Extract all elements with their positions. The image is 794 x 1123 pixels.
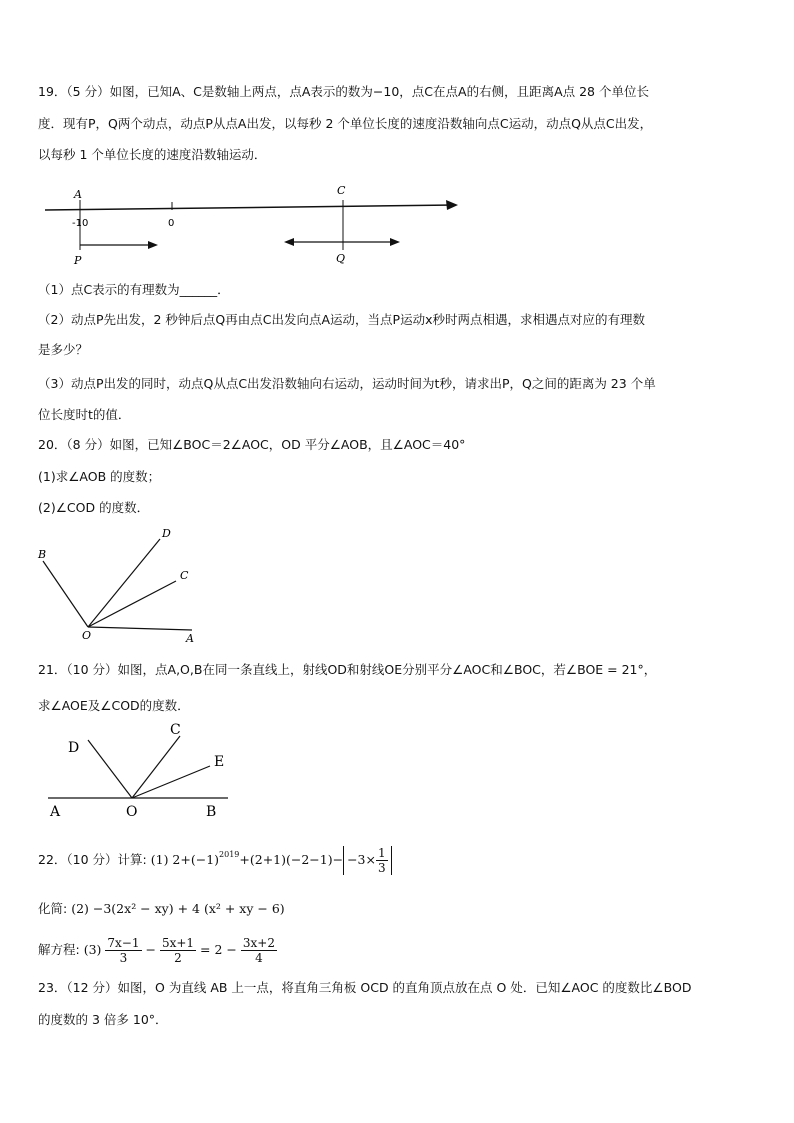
label-a: A — [74, 188, 82, 201]
fraction-numerator: 5x+1 — [161, 936, 195, 950]
q22-equals: = 2 − — [200, 942, 237, 957]
q22-simplify-label: 化简: — [38, 901, 68, 916]
label-c: C — [337, 184, 346, 197]
fraction-denominator: 3 — [119, 951, 128, 965]
q22-label: 22．（10 分）计算: — [38, 852, 147, 867]
label-p: P — [74, 254, 82, 267]
q21-line1: 21．（10 分）如图，点A,O,B在同一条直线上，射线OD和射线OE分别平分∠AOC和∠BOC，若∠BOE = 21°， — [38, 662, 657, 677]
q19-line2: 度．现有P，Q两个动点，动点P从点A出发，以每秒 2 个单位长度的速度沿数轴向点C运动，动点Q从点C出发， — [38, 116, 653, 131]
q22-expr2: (2) −3(2x² − xy) + 4 (x² + xy − 6) — [71, 901, 285, 916]
q22-expr3-prefix: (3) — [83, 942, 102, 957]
fraction-numerator: 7x−1 — [107, 936, 140, 950]
q20-sub2: (2)∠COD 的度数． — [38, 500, 150, 515]
number-line-figure — [40, 180, 470, 270]
q22-absolute-value — [343, 846, 392, 875]
q22-calc — [38, 846, 392, 875]
label-q: Q — [336, 252, 346, 265]
fraction-denominator: 4 — [255, 951, 263, 965]
tick-label-neg10: -10 — [72, 218, 89, 229]
label-b: B — [206, 804, 217, 820]
q22-solve — [38, 936, 277, 965]
q19-line1: 19．（5 分）如图，已知A、C是数轴上两点，点A表示的数为−10，点C在点A的右侧，且距离A点 28 个单位长 — [38, 84, 649, 99]
q22-expr1-a: (1) 2+(−1) — [150, 852, 220, 867]
label-a: A — [186, 632, 194, 645]
q22-fraction-2 — [160, 936, 196, 965]
fraction-numerator: 1 — [377, 846, 386, 860]
label-a: A — [50, 804, 61, 820]
q22-simplify — [38, 900, 285, 918]
q19-sub3-line1: （3）动点P出发的同时，动点Q从点C出发沿数轴向右运动，运动时间为t秒，请求出P，Q之间的距离为 23 个单 — [38, 376, 656, 391]
label-c: C — [180, 569, 189, 582]
q22-minus: − — [145, 942, 156, 957]
q23-line2: 的度数的 3 倍多 10°． — [38, 1012, 168, 1027]
label-e: E — [214, 754, 225, 770]
p-arrowhead — [148, 241, 158, 249]
angle-figure-q21 — [40, 718, 240, 823]
q19-line3: 以每秒 1 个单位长度的速度沿数轴运动． — [38, 147, 267, 162]
ray-ob — [43, 561, 88, 627]
label-b: B — [38, 548, 47, 561]
q22-abs-inner: −3× — [347, 852, 376, 867]
q-left-arrowhead — [284, 238, 294, 246]
q-right-arrowhead — [390, 238, 400, 246]
label-o: O — [126, 804, 138, 820]
ray-od — [88, 740, 132, 798]
q19-sub1: （1）点C表示的有理数为______． — [38, 282, 230, 297]
q19-sub3-line2: 位长度时t的值． — [38, 407, 131, 422]
number-line-arrowhead — [446, 200, 458, 210]
q23-line1: 23．（12 分）如图，O 为直线 AB 上一点，将直角三角板 OCD 的直角顶点放在点 O 处．已知∠AOC 的度数比∠BOD — [38, 980, 692, 995]
angle-figure-q20 — [30, 525, 210, 645]
q22-expr1-b: +(2+1)(−2−1)− — [239, 852, 344, 867]
label-o: O — [82, 629, 92, 642]
q22-fraction-1 — [105, 936, 141, 965]
ray-od — [88, 539, 160, 627]
fraction-denominator: 3 — [377, 861, 386, 875]
q19-sub2-line1: （2）动点P先出发，2 秒钟后点Q再由点C出发向点A运动，当点P运动x秒时两点相遇，求相遇点对应的有理数 — [38, 312, 645, 327]
label-d: D — [162, 527, 171, 540]
q22-expr1-exponent: 2019 — [219, 850, 240, 859]
q22-solve-label: 解方程: — [38, 942, 80, 957]
label-c: C — [170, 722, 181, 738]
fraction-denominator: 2 — [174, 951, 182, 965]
label-d: D — [68, 740, 80, 756]
q22-fraction-one-third — [376, 846, 388, 875]
number-line-axis — [45, 205, 455, 210]
ray-oa — [88, 627, 192, 630]
tick-label-zero: 0 — [168, 218, 175, 229]
q20-sub1: (1)求∠AOB 的度数； — [38, 469, 161, 484]
fraction-numerator: 3x+2 — [242, 936, 275, 950]
q22-fraction-3 — [241, 936, 277, 965]
q19-sub2-line2: 是多少？ — [38, 342, 89, 357]
ray-oc — [88, 581, 176, 627]
q21-line2: 求∠AOE及∠COD的度数． — [38, 698, 190, 713]
q20-line1: 20．（8 分）如图，已知∠BOC＝2∠AOC，OD 平分∠AOB，且∠AOC＝40° — [38, 437, 466, 452]
